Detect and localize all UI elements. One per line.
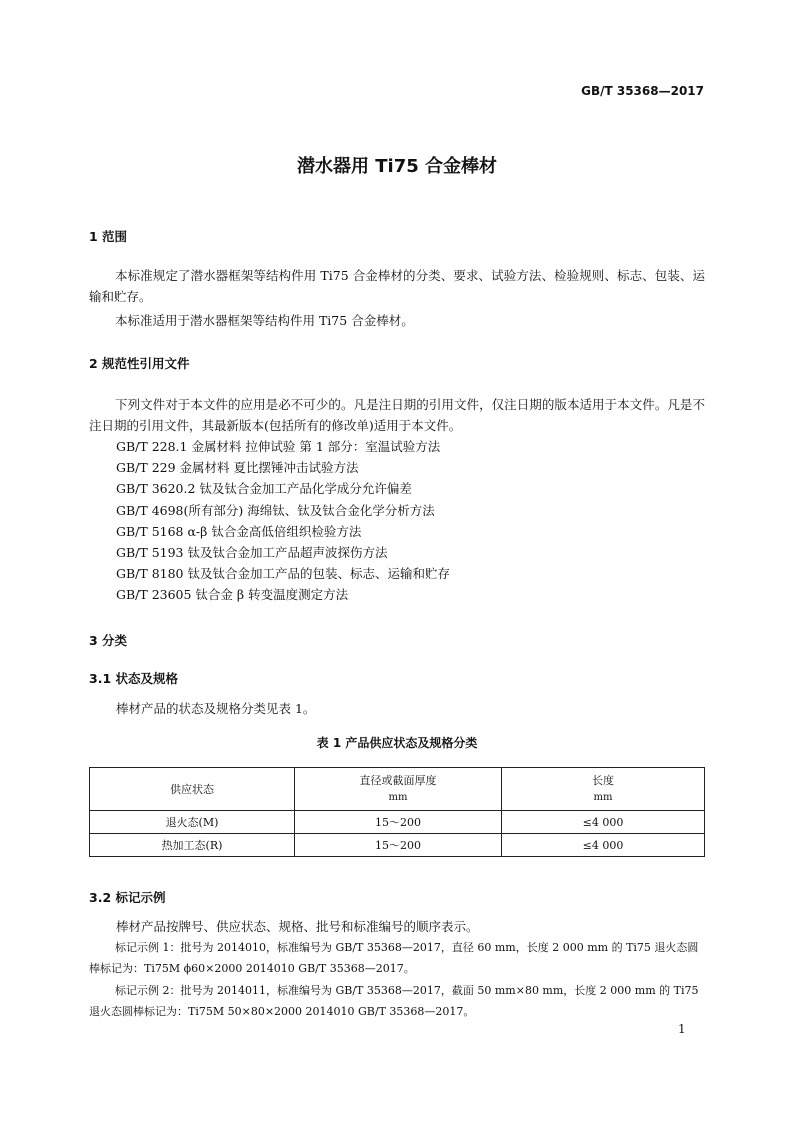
table-cell-state: 退火态(M) bbox=[90, 811, 295, 834]
section-2-intro: 下列文件对于本文件的应用是必不可少的。凡是注日期的引用文件，仅注日期的版本适用于本文件。凡是不注日期的引用文件，其最新版本(包括所有的修改单)适用于本文件。 bbox=[89, 397, 705, 433]
table-cell-size: 15～200 bbox=[295, 811, 502, 834]
reference-item: GB/T 23605 钛合金 β 转变温度测定方法 bbox=[116, 587, 349, 603]
reference-item: GB/T 3620.2 钛及钛合金加工产品化学成分允许偏差 bbox=[116, 481, 412, 497]
table-cell-state: 热加工态(R) bbox=[90, 834, 295, 857]
section-1-heading: 1 范围 bbox=[89, 229, 128, 244]
marking-example-2: 标记示例 2：批号为 2014011，标准编号为 GB/T 35368—2017，截面 50 mm×80 mm，长度 2 000 mm 的 Ti75 退火态圆棒标记为：Ti75M 50×80×2000 2014010 GB/T 35368—2017。 bbox=[89, 984, 699, 1018]
normative-reference-list bbox=[116, 436, 450, 606]
table-cell-length: ≤4 000 bbox=[502, 811, 705, 834]
table-caption: 表 1 产品供应状态及规格分类 bbox=[316, 736, 478, 750]
table-header-length bbox=[502, 768, 705, 811]
standard-code: GB/T 35368—2017 bbox=[581, 84, 704, 98]
reference-item: GB/T 5193 钛及钛合金加工产品超声波探伤方法 bbox=[116, 544, 388, 560]
reference-item: GB/T 228.1 金属材料 拉伸试验 第 1 部分：室温试验方法 bbox=[116, 439, 441, 454]
section-3-1-heading: 3.1 状态及规格 bbox=[89, 671, 178, 686]
table-row bbox=[90, 834, 705, 857]
table-header-state: 供应状态 bbox=[90, 768, 295, 811]
table-header-size-unit: mm bbox=[388, 792, 408, 803]
reference-item: GB/T 4698(所有部分) 海绵钛、钛及钛合金化学分析方法 bbox=[116, 502, 435, 518]
table-row bbox=[90, 811, 705, 834]
section-3-heading: 3 分类 bbox=[89, 633, 128, 648]
section-1-paragraph-1: 本标准规定了潜水器框架等结构件用 Ti75 合金棒材的分类、要求、试验方法、检验规则、标志、包装、运输和贮存。 bbox=[89, 268, 705, 304]
table-header-length-unit: mm bbox=[593, 792, 613, 803]
section-2-heading: 2 规范性引用文件 bbox=[89, 356, 190, 371]
table-header-size bbox=[295, 768, 502, 811]
section-3-2-text: 棒材产品按牌号、供应状态、规格、批号和标准编号的顺序表示。 bbox=[116, 919, 479, 934]
table-header-length-label: 长度 bbox=[592, 774, 614, 787]
section-3-2-heading: 3.2 标记示例 bbox=[89, 890, 166, 905]
marking-example-1: 标记示例 1：批号为 2014010，标准编号为 GB/T 35368—2017，直径 60 mm，长度 2 000 mm 的 Ti75 退火态圆棒标记为：Ti75M ϕ60×2000 2014010 GB/T 35368—2017。 bbox=[89, 941, 699, 975]
table-cell-size: 15～200 bbox=[295, 834, 502, 857]
table-header-size-label: 直径或截面厚度 bbox=[359, 774, 437, 787]
section-1-paragraph-2: 本标准适用于潜水器框架等结构件用 Ti75 合金棒材。 bbox=[115, 313, 414, 328]
table-cell-length: ≤4 000 bbox=[502, 834, 705, 857]
section-3-1-text: 棒材产品的状态及规格分类见表 1。 bbox=[116, 701, 316, 716]
reference-item: GB/T 229 金属材料 夏比摆锤冲击试验方法 bbox=[116, 460, 359, 476]
spec-table bbox=[89, 767, 705, 857]
table-header-row bbox=[90, 768, 705, 811]
page-number: 1 bbox=[678, 1022, 686, 1036]
reference-item: GB/T 5168 α-β 钛合金高低倍组织检验方法 bbox=[116, 523, 362, 539]
document-title: 潜水器用 Ti75 合金棒材 bbox=[296, 156, 498, 177]
reference-item: GB/T 8180 钛及钛合金加工产品的包装、标志、运输和贮存 bbox=[116, 566, 450, 582]
